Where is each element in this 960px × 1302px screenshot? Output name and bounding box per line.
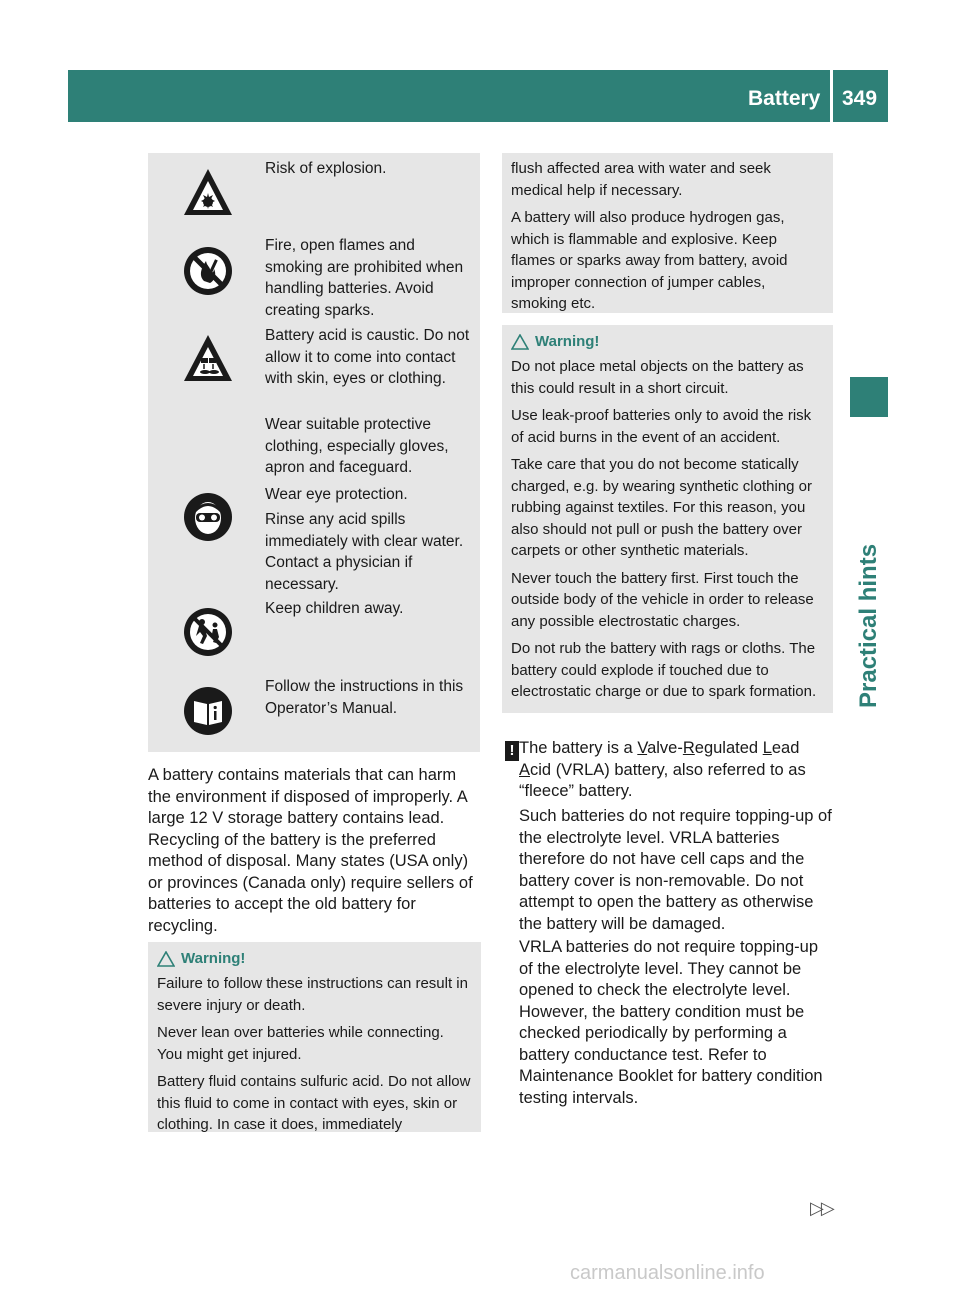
warning-heading [511,331,826,352]
no-fire-icon [182,245,234,297]
note-text: egulated [694,739,763,757]
warning-heading-label: Warning! [535,333,600,350]
warning-paragraph: Use leak-proof batteries only to avoid the risk of acid burns in the event of an accident. [511,407,812,446]
disposal-paragraph: A battery contains materials that can harm the environment if disposed of improperly. A large 12 V storage battery contains lead. Recycling of the battery is the preferred method of disposal. Many states (USA only) or provinces (Canada only) require sellers of batteries to accept the old battery for recycling. [148,766,473,935]
warning-paragraph: A battery will also produce hydrogen gas, which is flammable and explosive. Keep flames or sparks away from battery, avoid improper connection of jumper cables, smoking etc. [511,209,788,312]
keep-children-away-icon [182,606,234,658]
symbol-text-children: Keep children away. [265,600,404,617]
note-text: L [762,739,772,757]
symbol-text-acid: Battery acid is caustic. Do not allow it to come into contact with skin, eyes or clothing. [265,327,470,387]
symbol-text-no-fire: Fire, open flames and smoking are prohibited when handling batteries. Avoid creating sparks. [265,237,464,319]
page-number: 349 [842,87,878,110]
warning-paragraph: Never lean over batteries while connecting. You might get injured. [157,1024,444,1063]
note-text: V [637,739,648,757]
warning-continued-box [502,153,833,313]
warning-paragraph: Do not rub the battery with rags or cloths. The battery could explode if touched due to electrostatic charge or due to spark formation. [511,640,817,700]
explosion-warning-icon [182,166,234,218]
section-label: Practical hints [855,543,882,708]
note-text: The battery is a [519,739,638,757]
warning-paragraph: Never touch the battery first. First touch the outside body of the vehicle in order to release any possible electrostatic charges. [511,569,814,630]
symbol-text-eye-protection: Wear eye protection. [265,486,408,503]
eye-protection-icon [182,491,234,543]
footer-watermark: carmanualsonline.info [570,1262,765,1284]
note-text: ead [771,739,800,757]
symbol-text-manual: Follow the instructions in this Operator’s Manual. [265,678,464,717]
continued-marker: ▷▷ [810,1198,832,1218]
warning-box-right [502,325,833,713]
warning-paragraph: Do not place metal objects on the battery as this could result in a short circuit. [511,358,804,397]
symbol-text-rinse: Rinse any acid spills immediately with clear water. Contact a physician if necessary. [265,511,464,593]
page-title: Battery [748,87,821,110]
note-text: A [519,760,531,779]
note-paragraph: Such batteries do not require topping-up of the electrolyte level. VRLA batteries therefore do not have cell caps and the battery cover is non-removable. Do not attempt to open the battery as otherwise the battery will be damaged. [519,807,832,933]
note-icon: ! [505,741,519,761]
note-text: cid (VRLA) battery, also referred to as “fleece” battery. [519,760,806,800]
warning-triangle-icon [157,951,175,967]
note-paragraph: VRLA batteries do not require topping-up of the electrolyte level. They cannot be opened to check the electrolyte level. However, the battery condition must be checked periodically by performing a battery conductance test. Refer to Maintenance Booklet for battery condition testing intervals. [519,938,823,1107]
warning-paragraph: flush affected area with water and seek medical help if necessary. [511,160,771,199]
note-text: alve- [647,739,683,757]
warning-paragraph: Take care that you do not become statically charged, e.g. by wearing synthetic clothing or rubbing against textiles. For this reason, you also should not pull or push the battery over carpets or other synthetic materials. [511,456,813,559]
warning-heading [157,948,472,969]
header-divider [830,70,833,122]
warning-box-left [148,942,481,1132]
symbol-text-explosion: Risk of explosion. [265,160,387,177]
warning-paragraph: Failure to follow these instructions can result in severe injury or death. [157,975,468,1014]
symbol-text-protective-clothing: Wear suitable protective clothing, especially gloves, apron and faceguard. [265,416,449,476]
warning-triangle-icon [511,334,529,350]
section-marker [850,377,888,417]
note-text: R [682,739,695,757]
read-manual-icon [182,685,234,737]
warning-paragraph: Battery fluid contains sulfuric acid. Do not allow this fluid to come in contact with eyes, skin or clothing. In case it does, immediately [157,1073,471,1133]
warning-heading-label: Warning! [181,950,246,967]
note-paragraph [519,738,835,803]
corrosive-warning-icon [182,332,234,384]
